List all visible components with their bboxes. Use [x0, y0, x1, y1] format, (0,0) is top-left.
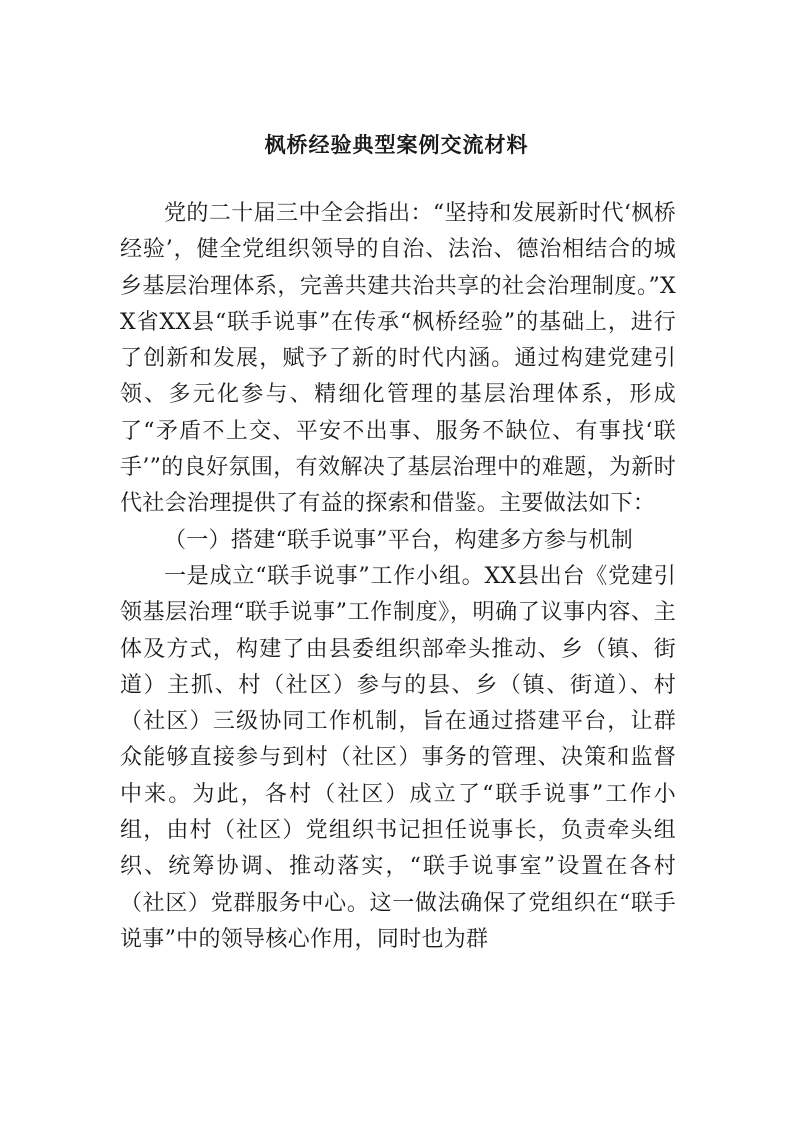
section-heading: （一）搭建“联手说事”平台，构建多方参与机制	[164, 527, 634, 553]
document-title: 枫桥经验典型案例交流材料	[264, 132, 529, 157]
intro-paragraph: 党的二十届三中全会指出：“坚持和发展新时代‘枫桥经验’，健全党组织领导的自治、法治、德治相结合的城乡基层治理体系，完善共建共治共享的社会治理制度。”XX省XX县“联手说事”在传承“枫桥经验”的基础上，进行了创新和发展，赋予了新的时代内涵。通过构建党建引领、多元化参与、精细化管理的基层治理体系，形成了“矛盾不上交、平安不出事、服务不缺位、有事找‘联手’”的良好氛围，有效解决了基层治理中的难题，为新时代社会治理提供了有益的探索和借鉴。主要做法如下：	[120, 201, 676, 517]
document-body	[120, 196, 676, 958]
body-paragraph: 一是成立“联手说事”工作小组。XX县出台《党建引领基层治理“联手说事”工作制度》，明确了议事内容、主体及方式，构建了由县委组织部牵头推动、乡（镇、街道）主抓、村（社区）参与的县、乡（镇、街道）、村（社区）三级协同工作机制，旨在通过搭建平台，让群众能够直接参与到村（社区）事务的管理、决策和监督中来。为此，各村（社区）成立了“联手说事”工作小组，由村（社区）党组织书记担任说事长，负责牵头组织、统筹协调、推动落实，“联手说事室”设置在各村（社区）党群服务中心。这一做法确保了党组织在“联手说事”中的领导核心作用，同时也为群	[120, 563, 676, 952]
